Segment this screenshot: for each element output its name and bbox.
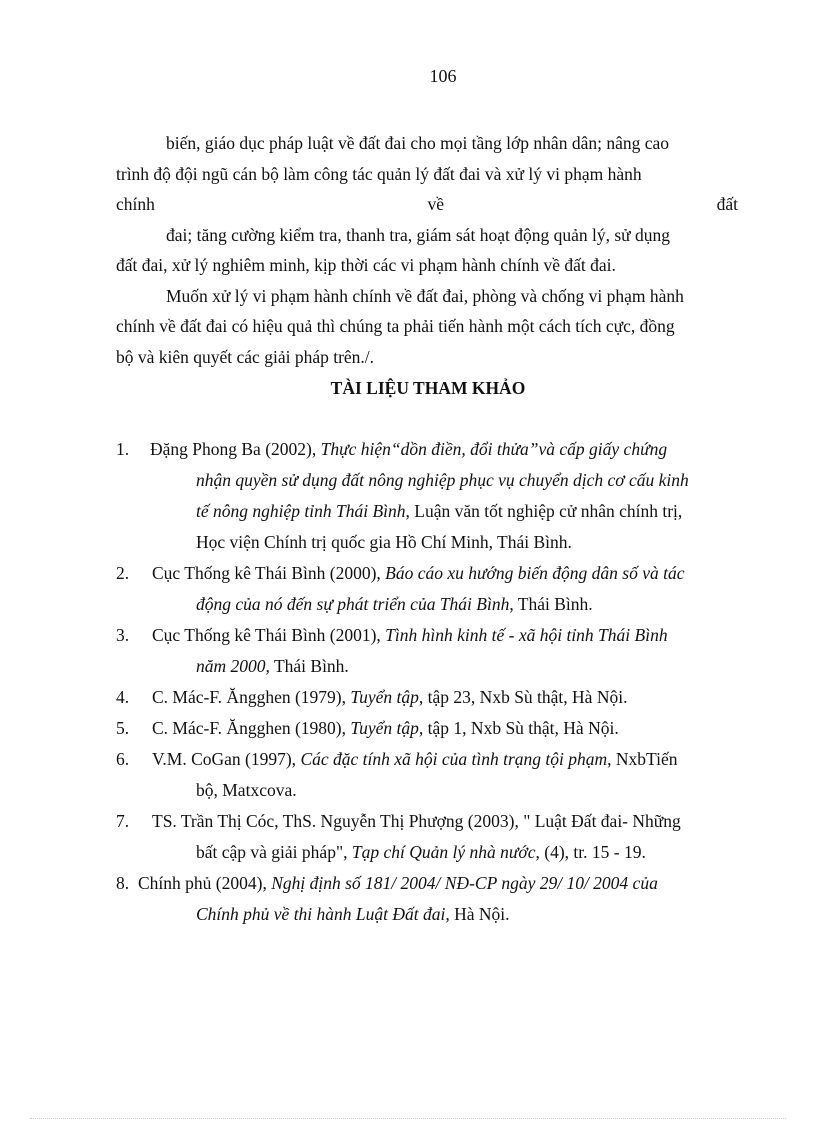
reference-number: 6. xyxy=(116,749,130,769)
reference-detail: tập 1, Nxb Sù thật, Hà Nội. xyxy=(423,718,619,738)
references-heading: TÀI LIỆU THAM KHẢO xyxy=(330,378,526,398)
reference-title: Tình hình kinh tế - xã hội tỉnh Thái Bình xyxy=(385,625,668,645)
reference-line xyxy=(116,434,738,465)
reference-detail: , tập 23, Nxb Sù thật, Hà Nội. xyxy=(418,687,628,707)
reference-title: Tuyển tập, xyxy=(350,718,424,738)
reference-line xyxy=(116,558,738,589)
body-paragraphs xyxy=(116,128,738,372)
reference-detail: Học viện Chính trị quốc gia Hồ Chí Minh, Thái Bình. xyxy=(196,532,572,552)
reference-number: 4. xyxy=(116,687,130,707)
word: về xyxy=(427,194,445,214)
reference-item xyxy=(116,713,738,744)
reference-title: Nghị định số 181/ 2004/ NĐ-CP ngày 29/ 10/ 2004 của xyxy=(271,873,658,893)
reference-author: Đặng Phong Ba (2002), xyxy=(150,439,321,459)
word: đất xyxy=(716,194,738,214)
reference-title: Tuyển tập xyxy=(350,687,419,707)
reference-item xyxy=(116,620,738,682)
reference-item xyxy=(116,744,738,806)
reference-line xyxy=(116,713,738,744)
reference-author: C. Mác-F. Ăngghen (1979), xyxy=(152,687,351,707)
paragraph-line: đất đai, xử lý nghiêm minh, kịp thời các vi phạm hành chính về đất đai. xyxy=(116,255,616,275)
reference-number: 5. xyxy=(116,718,130,738)
reference-detail: Thái Bình. xyxy=(269,656,349,676)
reference-title: động của nó đến sự phát triển của Thái Bình xyxy=(196,594,510,614)
reference-item xyxy=(116,868,738,930)
reference-number: 8. xyxy=(116,873,130,893)
paragraph-line: bộ và kiên quyết các giải pháp trên./. xyxy=(116,346,375,367)
references-list xyxy=(116,434,738,930)
paragraph-line: biến, giáo dục pháp luật về đất đai cho mọi tầng lớp nhân dân; nâng cao xyxy=(166,133,669,153)
reference-detail: Luận văn tốt nghiệp cử nhân chính trị, xyxy=(409,501,683,521)
reference-detail: , Thái Bình. xyxy=(509,594,593,614)
reference-number: 1. xyxy=(116,439,130,459)
reference-title: bất cập và giải pháp", xyxy=(196,842,352,862)
page-bottom-border xyxy=(30,1118,786,1119)
reference-line xyxy=(116,806,738,837)
reference-line xyxy=(116,744,738,775)
reference-title: Báo cáo xu hướng biến động dân số và tác xyxy=(385,563,685,583)
reference-author: Cục Thống kê Thái Bình (2000), xyxy=(152,563,386,583)
reference-line xyxy=(116,899,738,930)
paragraph-line: trình độ đội ngũ cán bộ làm công tác quản lý đất đai và xử lý vi phạm hành xyxy=(116,163,642,184)
reference-item xyxy=(116,682,738,713)
reference-title: nhận quyền sử dụng đất nông nghiệp phục vụ chuyển dịch cơ cấu kinh xyxy=(196,470,689,490)
reference-line xyxy=(116,651,738,682)
reference-number: 3. xyxy=(116,625,130,645)
reference-detail: , (4), tr. 15 - 19. xyxy=(535,842,646,862)
reference-item xyxy=(116,434,738,558)
reference-author: Cục Thống kê Thái Bình (2001), xyxy=(152,625,386,645)
reference-line xyxy=(116,496,738,527)
reference-author: Chính phủ (2004), xyxy=(138,873,272,893)
reference-title: Chính phủ về thi hành Luật Đất đai, xyxy=(196,904,450,924)
page-number: 106 xyxy=(429,66,457,86)
reference-number: 7. xyxy=(116,811,130,831)
reference-detail: Hà Nội. xyxy=(449,904,510,924)
reference-title: Thực hiện“dồn điền, đổi thửa”và cấp giấy chứng xyxy=(320,439,668,459)
reference-author: TS. Trần Thị Cóc, ThS. Nguyễn Thị Phượng (2003), " Luật Đất đai- Những xyxy=(152,811,681,831)
reference-item xyxy=(116,558,738,620)
reference-item xyxy=(116,806,738,868)
paragraph-line: chính về đất đai có hiệu quả thì chúng ta phải tiến hành một cách tích cực, đồng xyxy=(116,316,675,336)
reference-detail: bộ, Matxcova. xyxy=(196,780,297,800)
reference-line xyxy=(116,868,738,899)
reference-line xyxy=(116,620,738,651)
paragraph-line xyxy=(116,189,738,220)
reference-line xyxy=(116,682,738,713)
paragraph-line: đai; tăng cường kiểm tra, thanh tra, giám sát hoạt động quản lý, sử dụng xyxy=(166,224,671,245)
reference-title: tế nông nghiệp tỉnh Thái Bình, xyxy=(196,501,410,521)
reference-author: C. Mác-F. Ăngghen (1980), xyxy=(152,718,351,738)
reference-detail: , NxbTiến xyxy=(607,749,678,769)
reference-line xyxy=(116,837,738,868)
reference-author: V.M. CoGan (1997), xyxy=(152,749,301,769)
reference-line xyxy=(116,589,738,620)
reference-number: 2. xyxy=(116,563,130,583)
paragraph-line: Muốn xử lý vi phạm hành chính về đất đai, phòng và chống vi phạm hành xyxy=(166,285,684,306)
reference-title: năm 2000, xyxy=(196,656,270,676)
reference-journal: Tạp chí Quản lý nhà nước xyxy=(351,842,536,862)
reference-title: Các đặc tính xã hội của tình trạng tội phạm xyxy=(300,749,608,769)
word: chính xyxy=(116,194,155,214)
